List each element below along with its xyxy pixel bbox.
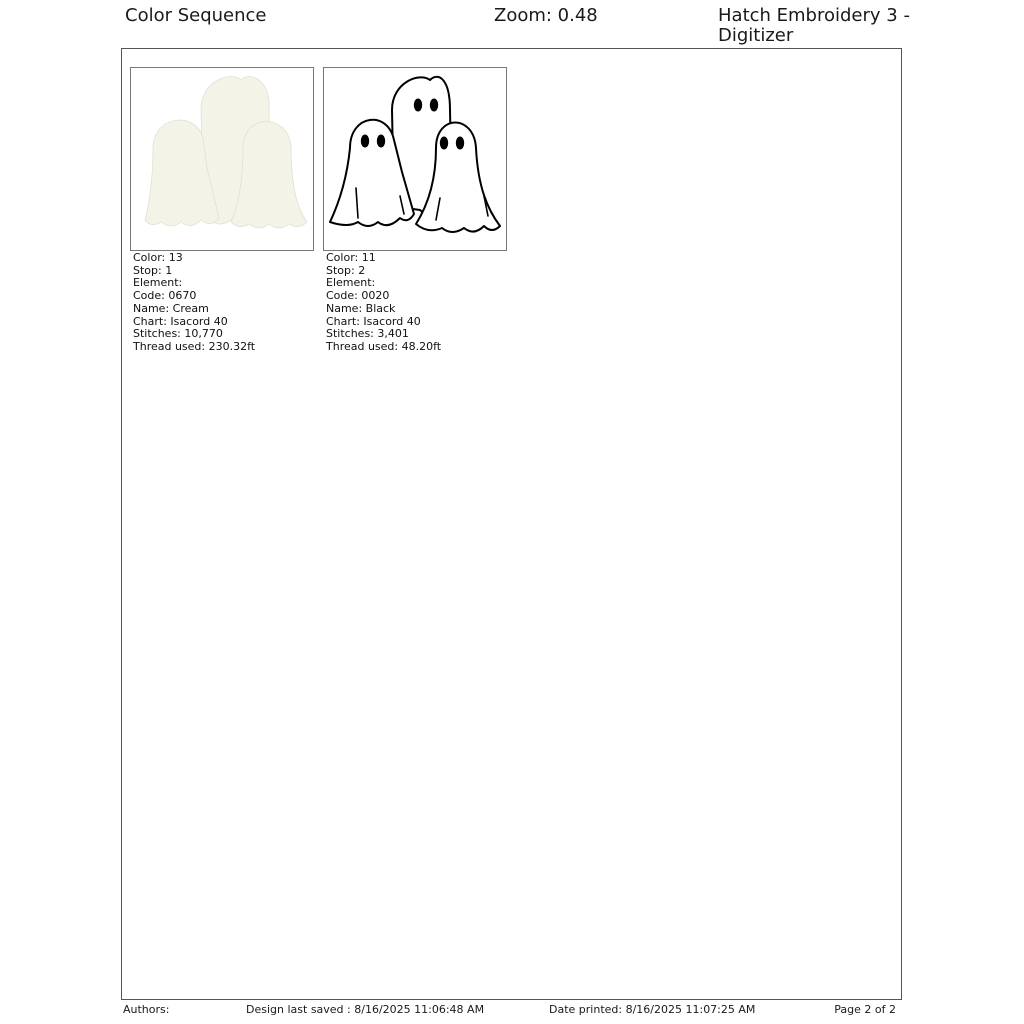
swatch-thread-used: Thread used: 230.32ft (133, 339, 256, 353)
footer-date-printed: Date printed: 8/16/2025 11:07:25 AM (549, 1003, 756, 1016)
swatch-name: Name: Cream (133, 301, 209, 315)
swatch-element: Element: (326, 276, 376, 290)
ghost-eye (430, 99, 438, 112)
swatch-name: Name: Black (326, 301, 396, 315)
ghost-eye (361, 135, 369, 148)
swatch-code: Code: 0670 (133, 289, 197, 303)
swatch-thumbnail-cream (130, 67, 314, 251)
ghosts-fill-image (131, 68, 313, 250)
swatch-info (323, 252, 507, 354)
swatch-stop: Stop: 1 (133, 263, 173, 277)
footer-authors: Authors: (123, 1003, 170, 1016)
swatch-color: Color: 11 (326, 251, 376, 264)
swatch-stitches: Stitches: 3,401 (326, 327, 409, 341)
swatch-info (130, 252, 314, 354)
swatch-thumbnail-black (323, 67, 507, 251)
color-swatch-1 (130, 67, 314, 354)
swatch-element: Element: (133, 276, 183, 290)
app-name: Hatch Embroidery 3 - Digitizer (718, 5, 910, 46)
swatch-stitches: Stitches: 10,770 (133, 327, 223, 341)
ghost-eye (377, 135, 385, 148)
ghost-eye (414, 99, 422, 112)
page-title: Color Sequence (125, 5, 267, 26)
swatch-code: Code: 0020 (326, 289, 390, 303)
color-sequence-frame (121, 48, 902, 1000)
swatch-color: Color: 13 (133, 251, 183, 264)
swatch-chart: Chart: Isacord 40 (133, 314, 228, 328)
ghost-eye (440, 137, 448, 150)
swatch-stop: Stop: 2 (326, 263, 366, 277)
swatch-chart: Chart: Isacord 40 (326, 314, 421, 328)
ghosts-outline-image (324, 68, 506, 250)
footer-design-saved: Design last saved : 8/16/2025 11:06:48 AM (246, 1003, 485, 1016)
ghost-eye (456, 137, 464, 150)
footer-page-number: Page 2 of 2 (834, 1003, 896, 1016)
swatch-thread-used: Thread used: 48.20ft (326, 339, 442, 353)
color-swatch-2 (323, 67, 507, 354)
zoom-level: Zoom: 0.48 (494, 5, 598, 26)
